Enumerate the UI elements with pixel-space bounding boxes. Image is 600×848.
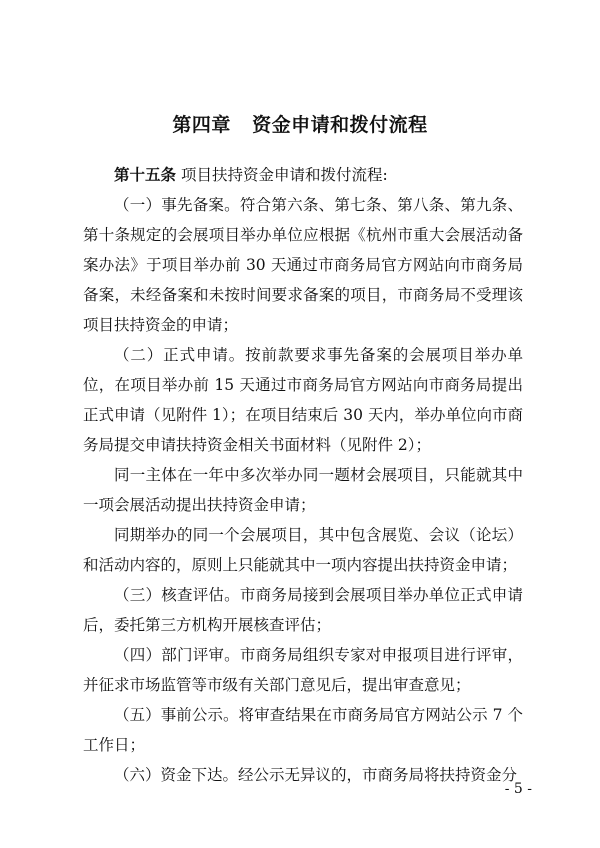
page-number: - 5 -: [504, 781, 532, 797]
paragraph-prior-filing: （一）事先备案。符合第六条、第七条、第八条、第九条、第十条规定的会展项目举办单位应根据《杭州市重大会展活动备案办法》于项目举办前 30 天通过市商务局官方网站向市商务局备案，未经备案和未按时间要求备案的项目，市商务局不受理该项目扶持资金的申请；: [83, 196, 523, 334]
paragraph-verification: （三）核查评估。市商务局接到会展项目举办单位正式申请后，委托第三方机构开展核查评估；: [83, 586, 523, 634]
paragraph-formal-application: （二）正式申请。按前款要求事先备案的会展项目举办单位，在项目举办前 15 天通过市商务局官方网站向市商务局提出正式申请（见附件 1）；在项目结束后 30 天内，举办单位向市商务局提交申请扶持资金相关书面材料（见附件 2）；: [83, 346, 523, 454]
chapter-title: 第四章 资金申请和拨付流程: [172, 114, 428, 136]
article-heading: 第十五条: [114, 166, 177, 184]
article-intro: 项目扶持资金申请和拨付流程:: [176, 166, 388, 184]
paragraph-public-notice: （五）事前公示。将审查结果在市商务局官方网站公示 7 个工作日；: [83, 706, 523, 754]
document-body: [83, 160, 523, 790]
paragraph-same-entity-rule: 同一主体在一年中多次举办同一题材会展项目，只能就其中一项会展活动提出扶持资金申请；: [83, 466, 523, 514]
paragraph-department-review: （四）部门评审。市商务局组织专家对申报项目进行评审，并征求市场监管等市级有关部门意见后，提出审查意见；: [83, 646, 523, 694]
paragraph-fund-release: （六）资金下达。经公示无异议的，市商务局将扶持资金分: [114, 766, 518, 784]
paragraph-same-project-rule: 同期举办的同一个会展项目，其中包含展览、会议（论坛）和活动内容的，原则上只能就其中一项内容提出扶持资金申请；: [83, 526, 523, 574]
article-paragraph: [83, 160, 523, 190]
